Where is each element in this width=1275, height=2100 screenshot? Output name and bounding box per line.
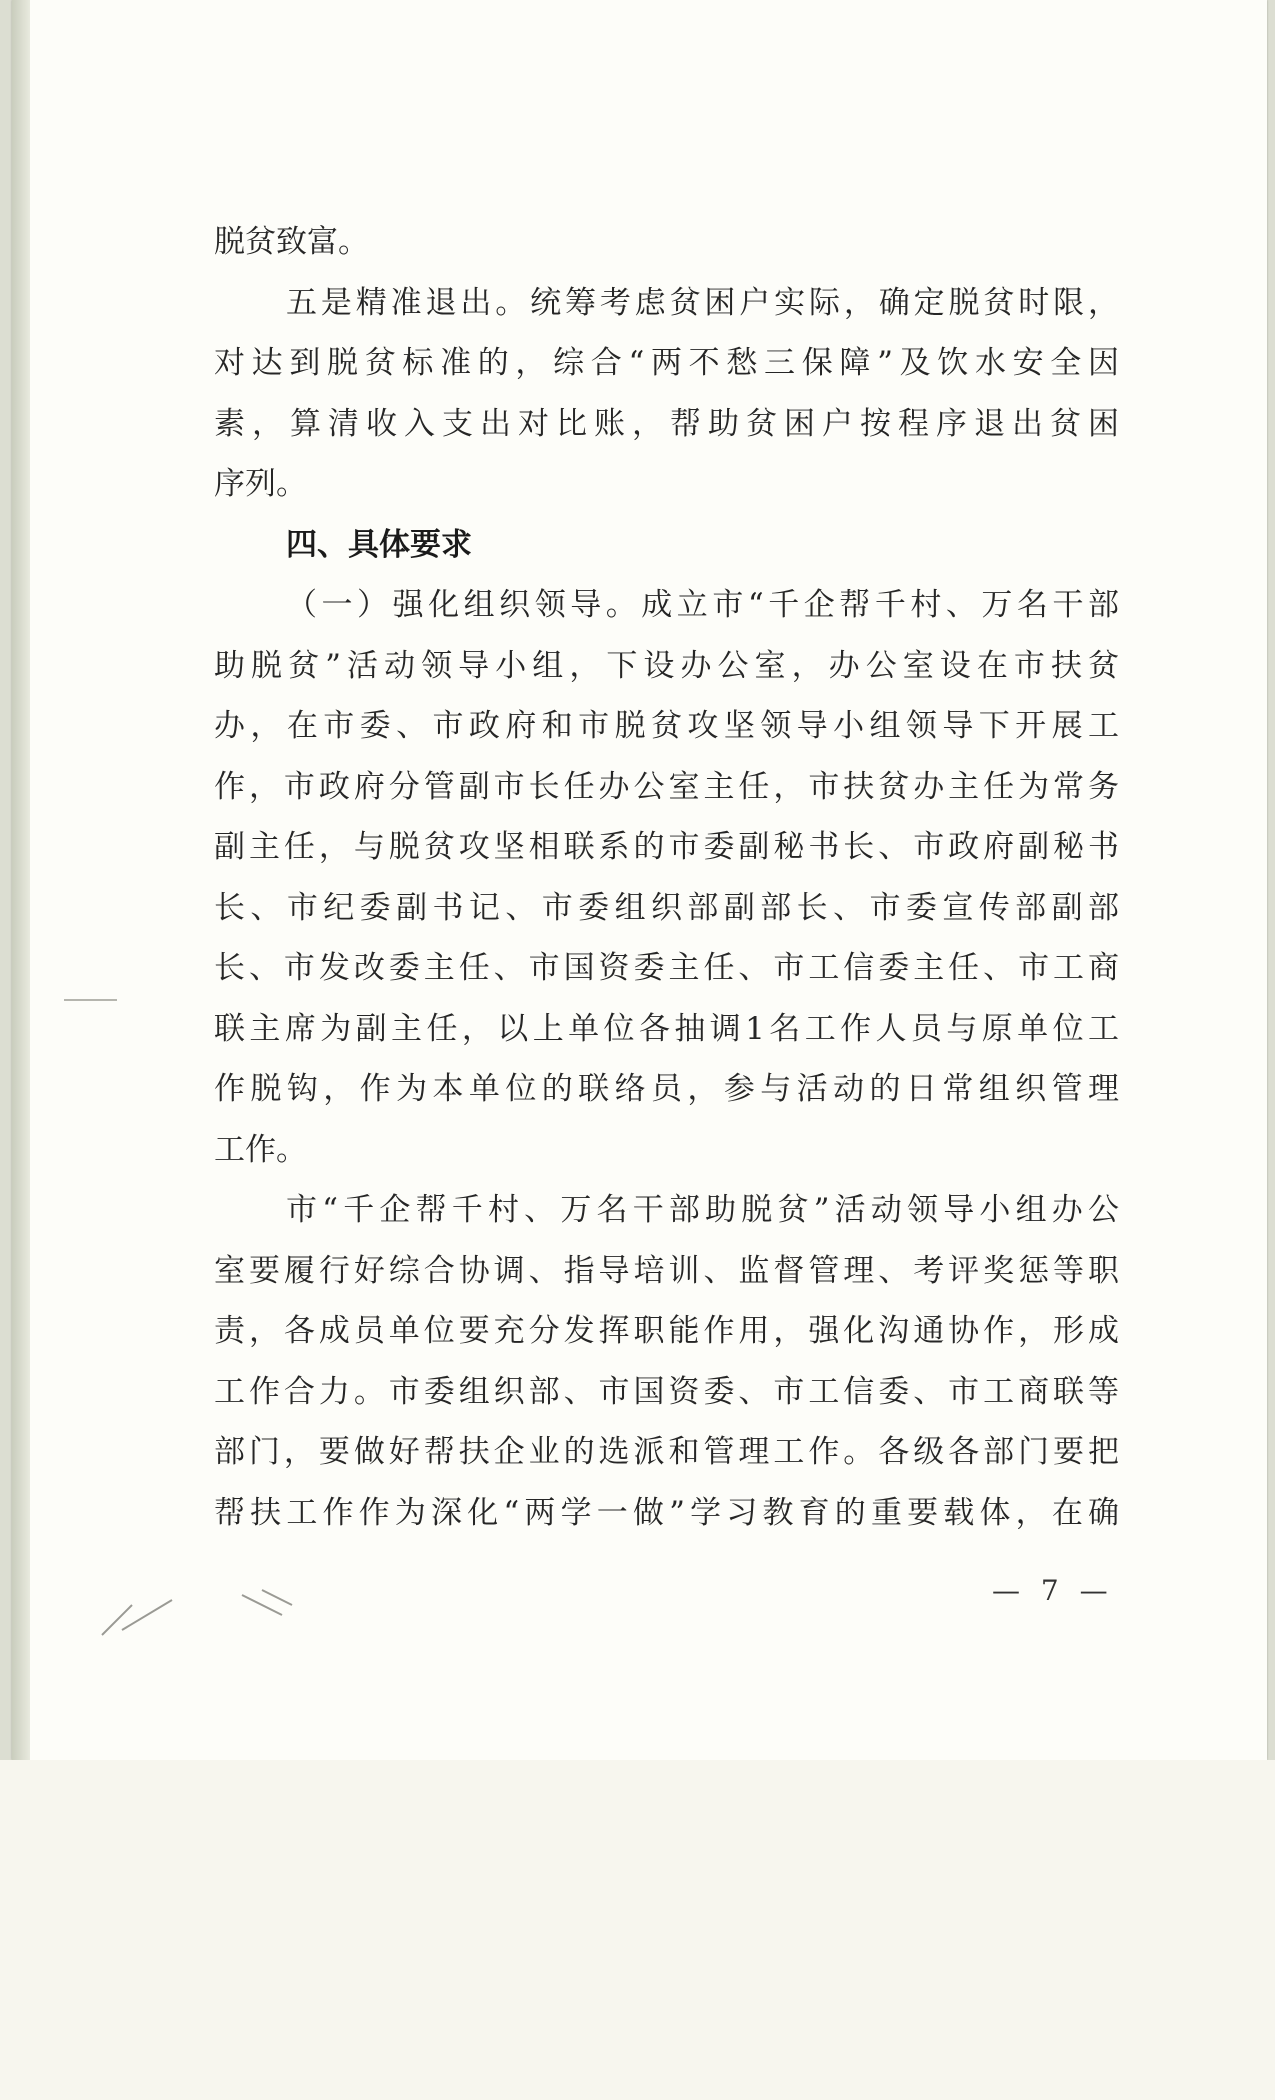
text-line: 办，在市委、市政府和市脱贫攻坚领导小组领导下开展工: [214, 708, 1119, 744]
body-text: [214, 212, 1119, 1543]
text-line: 长、市纪委副书记、市委组织部副部长、市委宣传部副部: [214, 889, 1119, 926]
text-line: 素，算清收入支出对比账，帮助贫困户按程序退出贫困: [214, 405, 1119, 442]
text-line: 责，各成员单位要充分发挥职能作用，强化沟通协作，形成: [214, 1313, 1119, 1349]
text-line: 室要履行好综合协调、指导培训、监督管理、考评奖惩等职: [214, 1252, 1119, 1289]
text-line: 助脱贫”活动领导小组，下设办公室，办公室设在市扶贫: [214, 647, 1119, 684]
text-line: 工作合力。市委组织部、市国资委、市工信委、市工商联等: [214, 1373, 1119, 1410]
page-number: — 7 —: [992, 1574, 1114, 1607]
paper-lower-margin: [0, 1760, 1275, 2100]
text-line: （一）强化组织领导。成立市“千企帮千村、万名干部: [286, 587, 1119, 623]
text-line: 序列。: [214, 466, 307, 502]
text-line: 联主席为副主任，以上单位各抽调1名工作人员与原单位工: [214, 1010, 1119, 1047]
text-line: 帮扶工作作为深化“两学一做”学习教育的重要载体，在确: [214, 1494, 1119, 1531]
text-line: 长、市发改委主任、市国资委主任、市工信委主任、市工商: [214, 950, 1119, 986]
text-line: 五是精准退出。统筹考虑贫困户实际，确定脱贫时限，: [286, 284, 1119, 321]
text-line: 作脱钩，作为本单位的联络员，参与活动的日常组织管理: [214, 1071, 1119, 1107]
document-page: [12, 0, 1267, 1760]
text-line: 副主任，与脱贫攻坚相联系的市委副秘书长、市政府副秘书: [214, 829, 1119, 865]
text-line: 工作。: [214, 1131, 307, 1168]
section-heading: 四、具体要求: [286, 526, 472, 563]
text-line: 作，市政府分管副市长任办公室主任，市扶贫办主任为常务: [214, 768, 1119, 805]
pen-scribble-mark: [92, 1575, 352, 1645]
text-line: 脱贫致富。: [214, 224, 369, 260]
text-line: 部门，要做好帮扶企业的选派和管理工作。各级各部门要把: [214, 1434, 1119, 1470]
paper-left-edge: [12, 0, 30, 1760]
text-line: 市“千企帮千村、万名干部助脱贫”活动领导小组办公: [286, 1192, 1119, 1228]
text-line: 对达到脱贫标准的，综合“两不愁三保障”及饮水安全因: [214, 345, 1119, 381]
smudge-mark: [62, 990, 122, 1010]
